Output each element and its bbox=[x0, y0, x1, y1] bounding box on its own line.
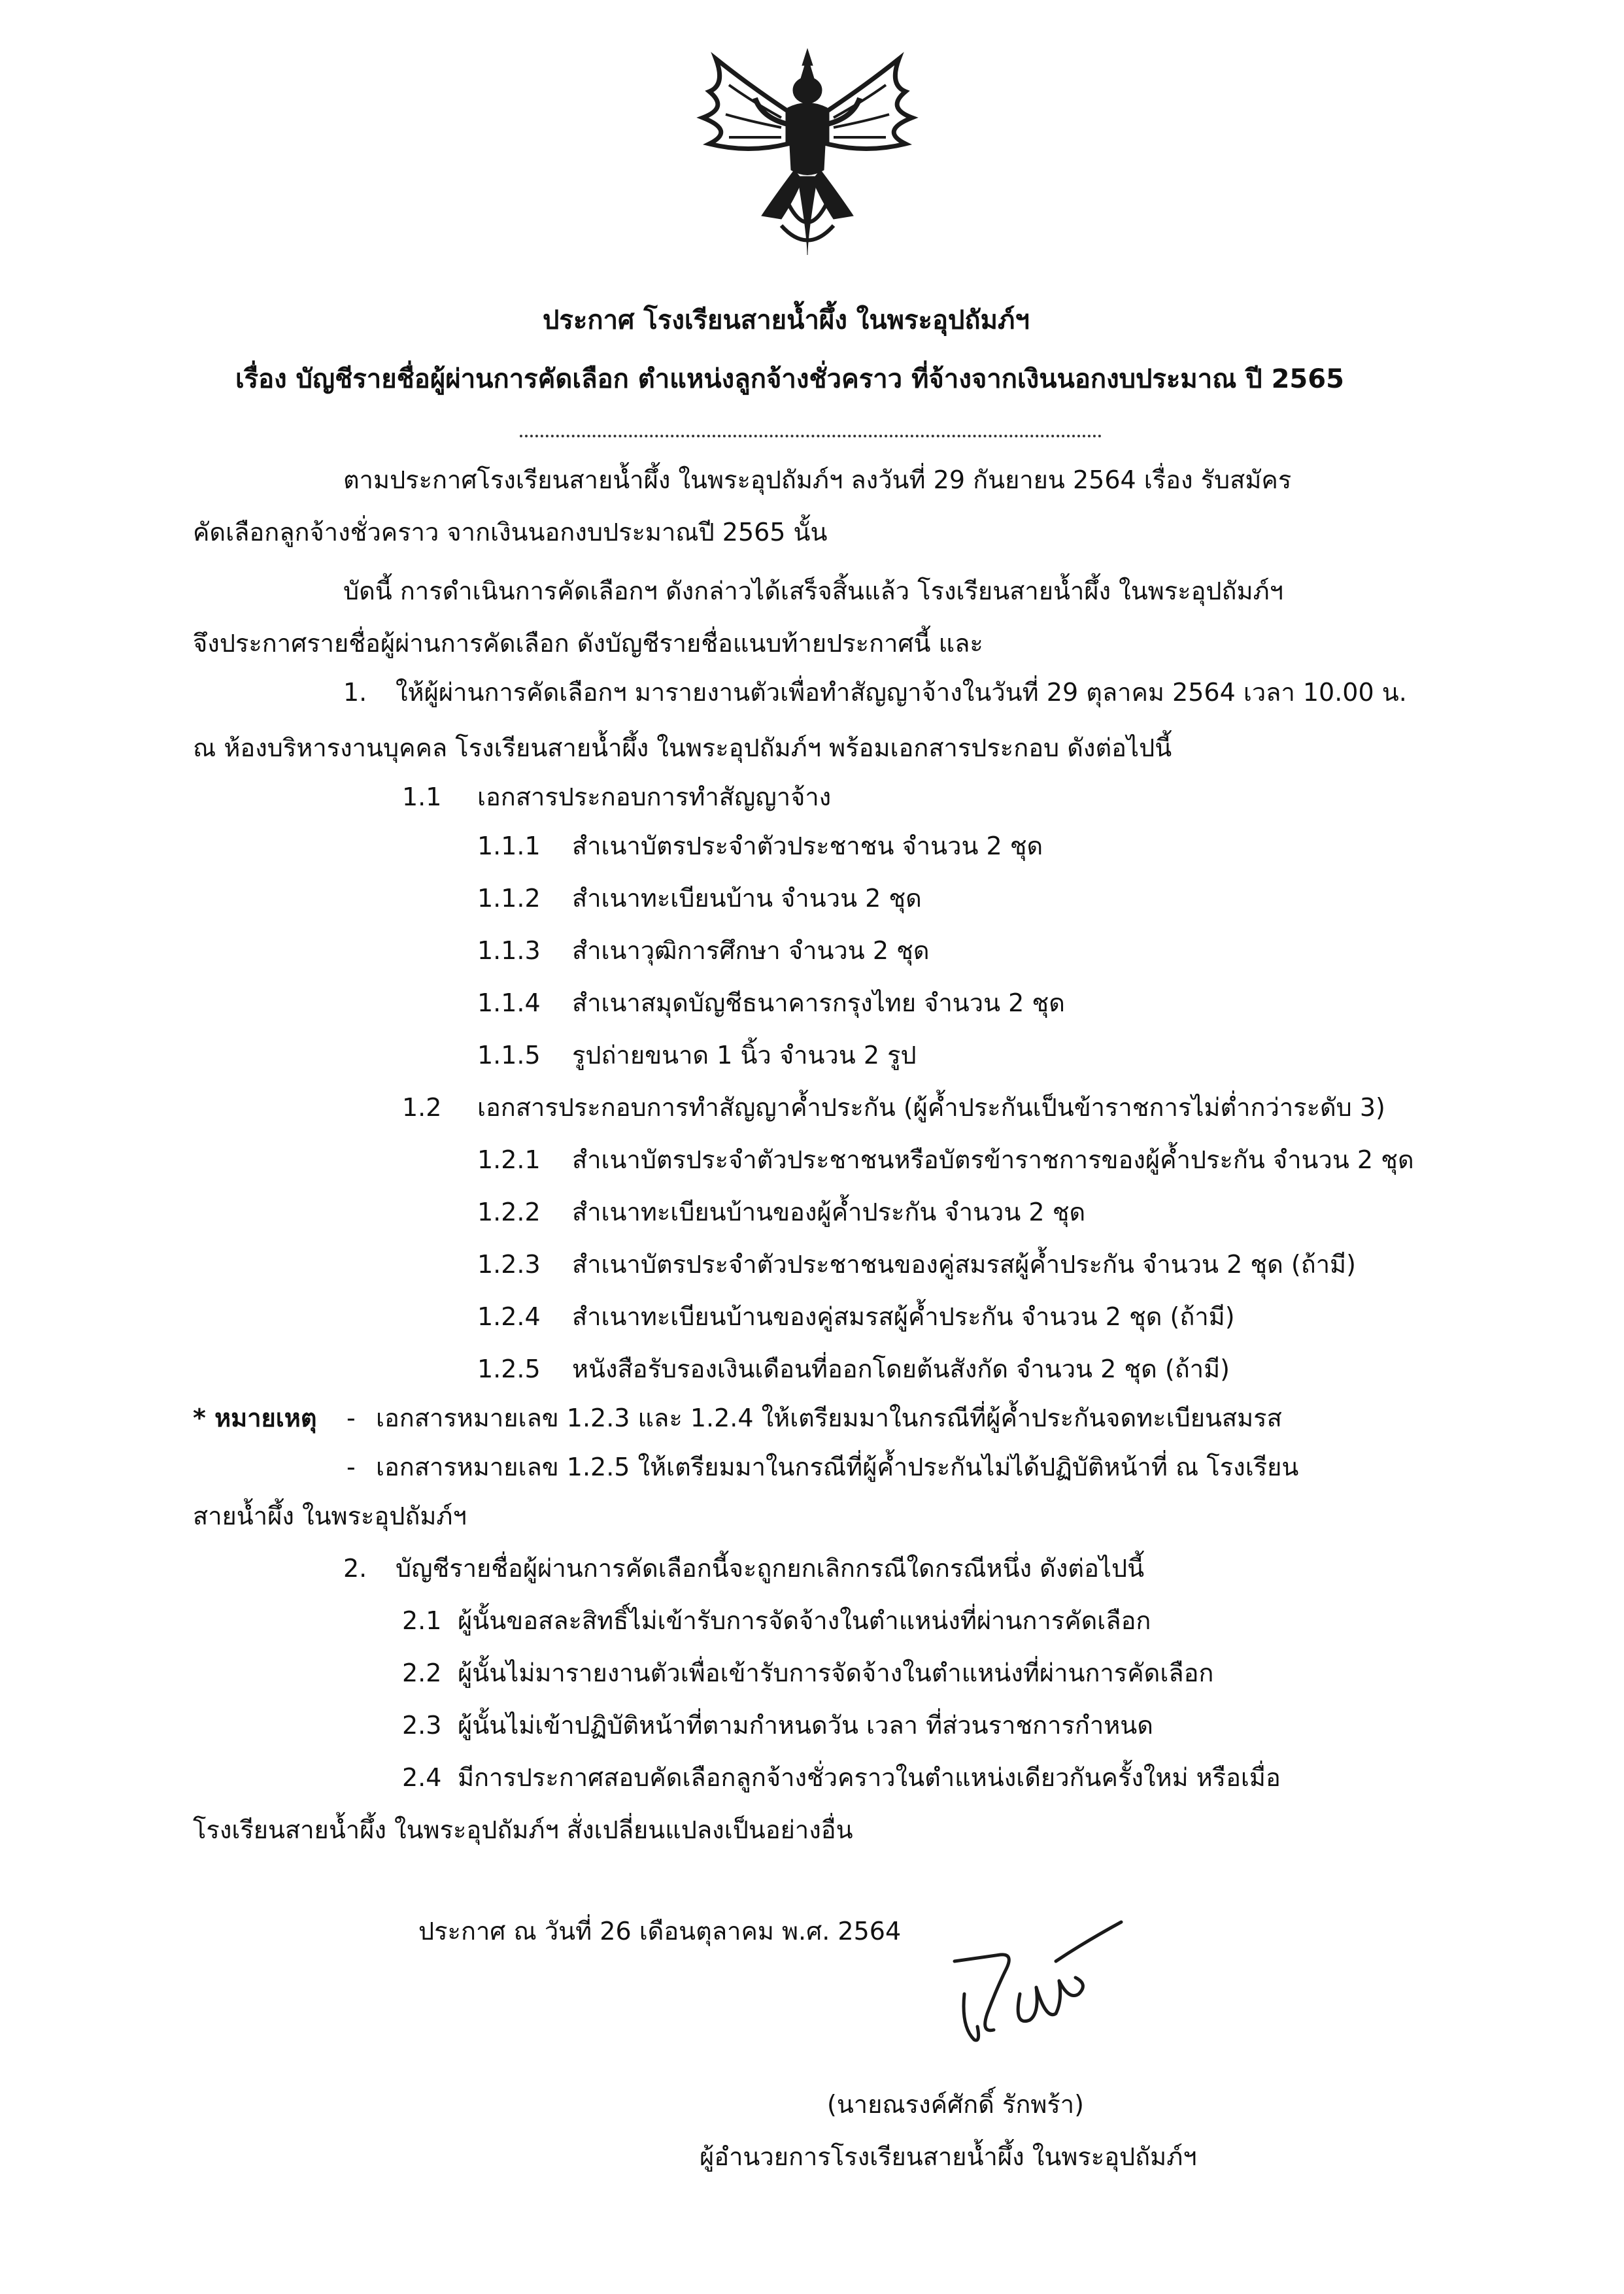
list-item: ผู้นั้นไม่มารายงานตัวเพื่อเข้ารับการจัดจ้างในตำแหน่งที่ผ่านการคัดเลือก bbox=[458, 1659, 1214, 1687]
item-1-number: 1. bbox=[343, 678, 367, 707]
item-2-text: บัญชีรายชื่อผู้ผ่านการคัดเลือกนี้จะถูกยกเลิกกรณีใดกรณีหนึ่ง ดังต่อไปนี้ bbox=[396, 1554, 1145, 1583]
section-2-4-continuation: โรงเรียนสายน้ำผึ้ง ในพระอุปถัมภ์ฯ สั่งเปลี่ยนแปลงเป็นอย่างอื่น bbox=[193, 1815, 853, 1844]
signer-name: (นายณรงค์ศักดิ์ รักพร้า) bbox=[827, 2090, 1084, 2119]
list-item-number: 2.3 bbox=[402, 1711, 442, 1740]
list-item-number: 1.2.1 bbox=[477, 1145, 541, 1174]
section-1-2-number: 1.2 bbox=[402, 1093, 442, 1122]
header-divider bbox=[520, 435, 1102, 437]
list-item: สำเนาบัตรประจำตัวประชาชน จำนวน 2 ชุด bbox=[572, 832, 1043, 860]
note-2-dash: - bbox=[347, 1453, 356, 1481]
note-1-text: เอกสารหมายเลข 1.2.3 และ 1.2.4 ให้เตรียมมาในกรณีที่ผู้ค้ำประกันจดทะเบียนสมรส bbox=[376, 1404, 1282, 1432]
list-item: มีการประกาศสอบคัดเลือกลูกจ้างชั่วคราวในตำแหน่งเดียวกันครั้งใหม่ หรือเมื่อ bbox=[458, 1763, 1281, 1792]
list-item-number: 1.1.5 bbox=[477, 1041, 541, 1070]
list-item: ผู้นั้นขอสละสิทธิ์ไม่เข้ารับการจัดจ้างในตำแหน่งที่ผ่านการคัดเลือก bbox=[458, 1606, 1151, 1635]
section-1-2-title: เอกสารประกอบการทำสัญญาค้ำประกัน (ผู้ค้ำประกันเป็นข้าราชการไม่ต่ำกว่าระดับ 3) bbox=[477, 1093, 1385, 1122]
list-item: หนังสือรับรองเงินเดือนที่ออกโดยต้นสังกัด จำนวน 2 ชุด (ถ้ามี) bbox=[572, 1355, 1230, 1383]
list-item: สำเนาบัตรประจำตัวประชาชนหรือบัตรข้าราชการของผู้ค้ำประกัน จำนวน 2 ชุด bbox=[572, 1145, 1414, 1174]
paragraph-2-line-1: บัดนี้ การดำเนินการคัดเลือกฯ ดังกล่าวได้เสร็จสิ้นแล้ว โรงเรียนสายน้ำผึ้ง ในพระอุปถัมภ์ฯ bbox=[343, 577, 1283, 605]
note-1-dash: - bbox=[347, 1404, 356, 1432]
list-item-number: 1.1.2 bbox=[477, 884, 541, 913]
section-1-1-title: เอกสารประกอบการทำสัญญาจ้าง bbox=[477, 783, 832, 811]
list-item-number: 1.2.4 bbox=[477, 1302, 541, 1331]
list-item-number: 2.1 bbox=[402, 1606, 442, 1635]
list-item-number: 1.2.2 bbox=[477, 1198, 541, 1226]
list-item-number: 1.2.5 bbox=[477, 1355, 541, 1383]
item-1-line-1: ให้ผู้ผ่านการคัดเลือกฯ มารายงานตัวเพื่อทำสัญญาจ้างในวันที่ 29 ตุลาคม 2564 เวลา 10.00 น. bbox=[396, 678, 1407, 707]
list-item-number: 1.1.4 bbox=[477, 988, 541, 1017]
list-item: สำเนาทะเบียนบ้าน จำนวน 2 ชุด bbox=[572, 884, 922, 913]
list-item-number: 2.2 bbox=[402, 1659, 442, 1687]
section-1-1-number: 1.1 bbox=[402, 783, 442, 811]
list-item: สำเนาวุฒิการศึกษา จำนวน 2 ชุด bbox=[572, 936, 930, 965]
signer-position: ผู้อำนวยการโรงเรียนสายน้ำผึ้ง ในพระอุปถัมภ์ฯ bbox=[700, 2142, 1197, 2171]
item-1-line-2: ณ ห้องบริหารงานบุคคล โรงเรียนสายน้ำผึ้ง ในพระอุปถัมภ์ฯ พร้อมเอกสารประกอบ ดังต่อไปนี้ bbox=[193, 734, 1172, 762]
garuda-emblem-icon bbox=[690, 46, 925, 261]
list-item-number: 1.1.3 bbox=[477, 936, 541, 965]
announcement-date: ประกาศ ณ วันที่ 26 เดือนตุลาคม พ.ศ. 2564 bbox=[418, 1917, 902, 1946]
paragraph-1-line-2: คัดเลือกลูกจ้างชั่วคราว จากเงินนอกงบประมาณปี 2565 นั้น bbox=[193, 518, 828, 547]
item-2-number: 2. bbox=[343, 1554, 367, 1583]
list-item: สำเนาสมุดบัญชีธนาคารกรุงไทย จำนวน 2 ชุด bbox=[572, 988, 1065, 1017]
paragraph-2-line-2: จึงประกาศรายชื่อผู้ผ่านการคัดเลือก ดังบัญชีรายชื่อแนบท้ายประกาศนี้ และ bbox=[193, 629, 983, 658]
note-2-continuation: สายน้ำผึ้ง ในพระอุปถัมภ์ฯ bbox=[193, 1502, 467, 1530]
note-2-text: เอกสารหมายเลข 1.2.5 ให้เตรียมมาในกรณีที่ผู้ค้ำประกันไม่ได้ปฏิบัติหน้าที่ ณ โรงเรียน bbox=[376, 1453, 1299, 1481]
list-item-number: 1.1.1 bbox=[477, 832, 541, 860]
list-item: ผู้นั้นไม่เข้าปฏิบัติหน้าที่ตามกำหนดวัน เวลา ที่ส่วนราชการกำหนด bbox=[458, 1711, 1153, 1740]
list-item: สำเนาทะเบียนบ้านของผู้ค้ำประกัน จำนวน 2 ชุด bbox=[572, 1198, 1086, 1226]
list-item: รูปถ่ายขนาด 1 นิ้ว จำนวน 2 รูป bbox=[572, 1041, 917, 1070]
list-item: สำเนาบัตรประจำตัวประชาชนของคู่สมรสผู้ค้ำประกัน จำนวน 2 ชุด (ถ้ามี) bbox=[572, 1250, 1356, 1279]
handwritten-signature-icon bbox=[915, 1915, 1131, 2066]
list-item: สำเนาทะเบียนบ้านของคู่สมรสผู้ค้ำประกัน จำนวน 2 ชุด (ถ้ามี) bbox=[572, 1302, 1235, 1331]
note-label: * หมายเหตุ bbox=[193, 1404, 317, 1432]
list-item-number: 1.2.3 bbox=[477, 1250, 541, 1279]
paragraph-1-line-1: ตามประกาศโรงเรียนสายน้ำผึ้ง ในพระอุปถัมภ์ฯ ลงวันที่ 29 กันยายน 2564 เรื่อง รับสมัคร bbox=[343, 465, 1292, 494]
announcement-subject: เรื่อง บัญชีรายชื่อผู้ผ่านการคัดเลือก ตำแหน่งลูกจ้างชั่วคราว ที่จ้างจากเงินนอกงบประมาณ ปี 2565 bbox=[235, 364, 1344, 394]
announcement-title: ประกาศ โรงเรียนสายน้ำผึ้ง ในพระอุปถัมภ์ฯ bbox=[543, 305, 1030, 335]
list-item-number: 2.4 bbox=[402, 1763, 442, 1792]
